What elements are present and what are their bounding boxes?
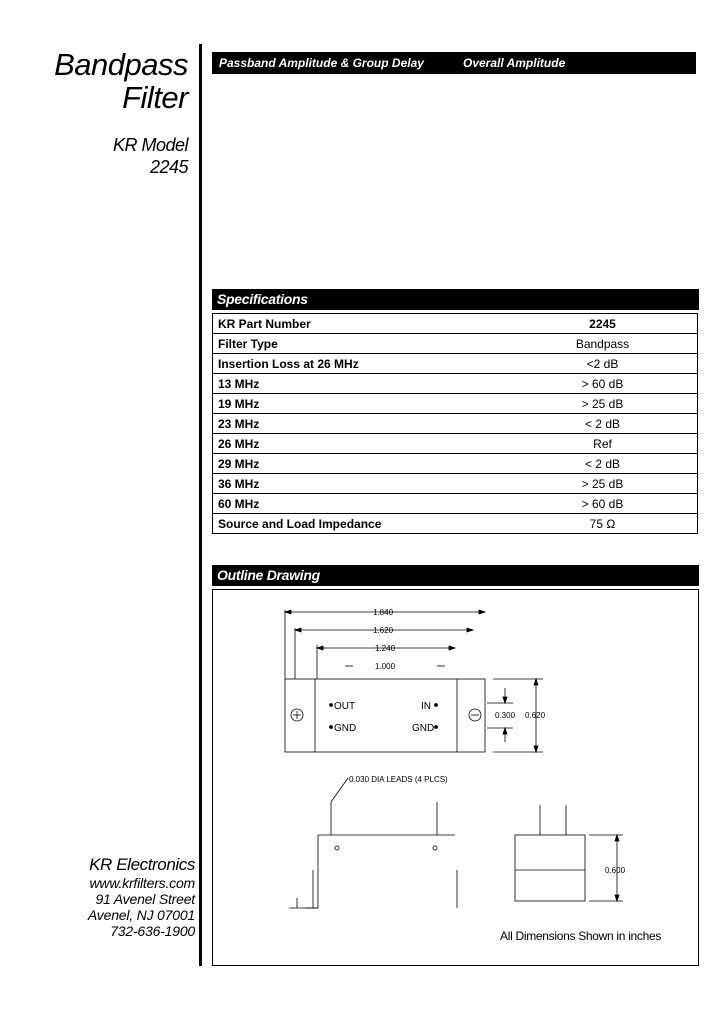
table-row xyxy=(213,414,698,434)
spec-param: Insertion Loss at 26 MHz xyxy=(213,354,509,374)
passband-header: Passband Amplitude & Group Delay xyxy=(219,56,424,70)
spec-value: > 25 dB xyxy=(508,394,698,414)
table-row xyxy=(213,494,698,514)
pin-label-gnd-left: GND xyxy=(334,723,357,734)
table-row xyxy=(213,454,698,474)
spec-value: <2 dB xyxy=(508,354,698,374)
model-line-1: KR Model xyxy=(112,135,188,155)
product-title xyxy=(54,48,188,114)
outline-drawing-header xyxy=(212,565,699,586)
pin-label-out: OUT xyxy=(334,701,356,712)
spec-value: < 2 dB xyxy=(508,414,698,434)
chart-header-bar xyxy=(212,52,696,74)
dim-label-1620: 1.620 xyxy=(373,626,394,635)
overall-amplitude-header: Overall Amplitude xyxy=(463,56,566,70)
spec-param: 19 MHz xyxy=(213,394,509,414)
spec-param: Source and Load Impedance xyxy=(213,514,509,534)
table-row xyxy=(213,314,698,334)
spec-param: KR Part Number xyxy=(213,314,509,334)
specifications-header xyxy=(212,289,699,310)
table-row xyxy=(213,474,698,494)
dim-label-0600: 0.600 xyxy=(605,866,626,875)
spec-value: > 60 dB xyxy=(508,494,698,514)
table-row xyxy=(213,354,698,374)
specifications-title: Specifications xyxy=(217,291,308,307)
table-row xyxy=(213,334,698,354)
spec-param: 13 MHz xyxy=(213,374,509,394)
spec-value: 75 Ω xyxy=(508,514,698,534)
dim-label-0620: 0.620 xyxy=(525,711,546,720)
table-row xyxy=(213,514,698,534)
spec-param: 23 MHz xyxy=(213,414,509,434)
spec-param: 29 MHz xyxy=(213,454,509,474)
spec-value: Ref xyxy=(508,434,698,454)
dimensions-note: All Dimensions Shown in inches xyxy=(500,929,662,943)
spec-value: < 2 dB xyxy=(508,454,698,474)
spec-param: 36 MHz xyxy=(213,474,509,494)
outline-drawing-svg xyxy=(213,590,698,965)
specifications-table xyxy=(212,313,698,534)
pin-label-in: IN xyxy=(421,701,431,712)
outline-drawing xyxy=(212,589,699,966)
dim-label-0300: 0.300 xyxy=(495,711,516,720)
dim-label-1840: 1.840 xyxy=(373,608,394,617)
company-city: Avenel, NJ 07001 xyxy=(87,907,195,923)
spec-param: 60 MHz xyxy=(213,494,509,514)
spec-param: Filter Type xyxy=(213,334,509,354)
table-row xyxy=(213,394,698,414)
model-number: 2245 xyxy=(149,157,188,177)
dim-label-1000: 1.000 xyxy=(375,662,396,671)
spec-value: 2245 xyxy=(508,314,698,334)
company-info xyxy=(88,855,195,939)
title-line-2: Filter xyxy=(122,80,188,115)
spec-value: > 25 dB xyxy=(508,474,698,494)
leads-note: 0.030 DIA LEADS (4 PLCS) xyxy=(349,775,448,784)
model-label xyxy=(113,134,188,178)
sidebar-divider xyxy=(199,44,202,966)
spec-param: 26 MHz xyxy=(213,434,509,454)
spec-value: Bandpass xyxy=(508,334,698,354)
pin-label-gnd-right: GND xyxy=(412,723,435,734)
table-row xyxy=(213,434,698,454)
company-website: www.krfilters.com xyxy=(89,875,195,891)
outline-drawing-title: Outline Drawing xyxy=(217,567,320,583)
title-line-1: Bandpass xyxy=(54,47,188,82)
company-street: 91 Avenel Street xyxy=(95,891,195,907)
table-row xyxy=(213,374,698,394)
dim-label-1240: 1.240 xyxy=(375,644,396,653)
company-name: KR Electronics xyxy=(89,855,195,874)
package-end-view xyxy=(515,835,585,901)
company-phone: 732-636-1900 xyxy=(110,923,195,939)
spec-value: > 60 dB xyxy=(508,374,698,394)
